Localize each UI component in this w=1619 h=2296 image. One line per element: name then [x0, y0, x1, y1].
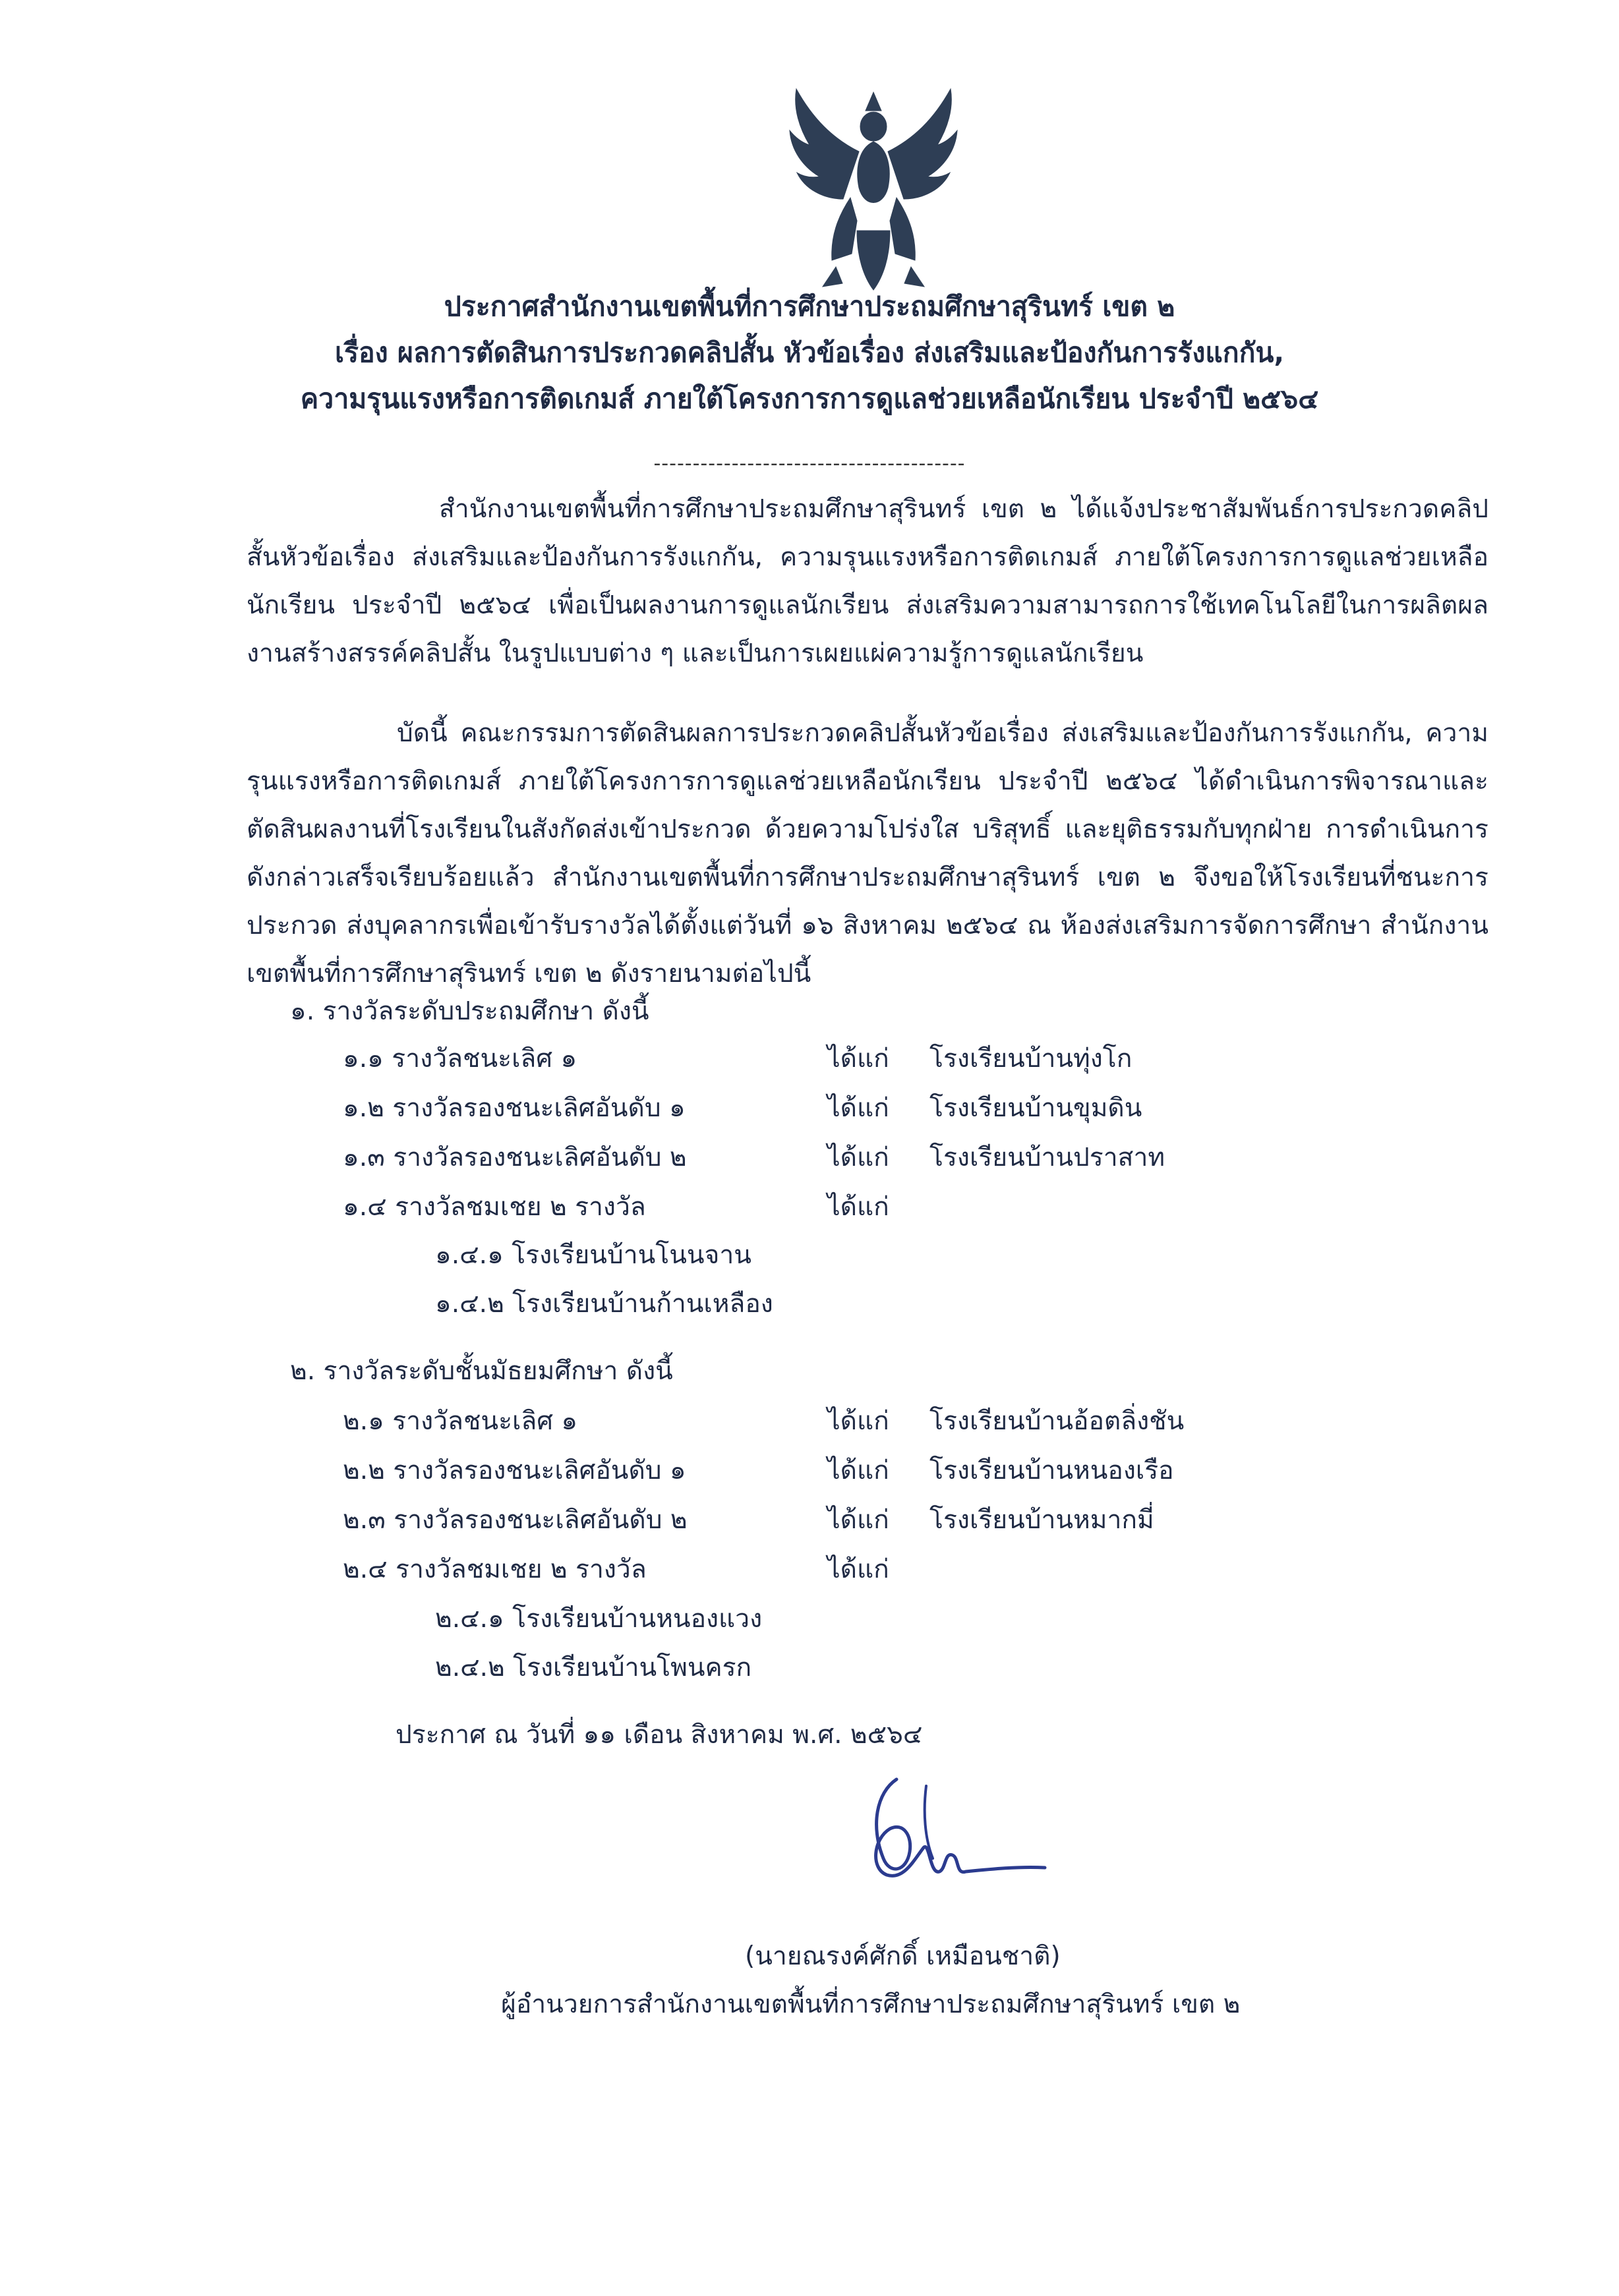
document-subject-continued: ความรุนแรงหรือการติดเกมส์ ภายใต้โครงการการดูแลช่วยเหลือนักเรียน ประจำปี ๒๕๖๔ [300, 383, 1319, 415]
award-label: ๑.๑ รางวัลชนะเลิศ ๑ [343, 1044, 577, 1074]
section-heading: ๒. รางวัลระดับชั้นมัธยมศึกษา ดังนี้ [290, 1356, 673, 1386]
document-title: ประกาศสำนักงานเขตพื้นที่การศึกษาประถมศึกษาสุรินทร์ เขต ๒ [444, 291, 1175, 322]
award-school: โรงเรียนบ้านหนองเรือ [929, 1456, 1174, 1485]
signatory-position: ผู้อำนวยการสำนักงานเขตพื้นที่การศึกษาประถมศึกษาสุรินทร์ เขต ๒ [501, 1990, 1241, 2019]
award-label: ๑.๓ รางวัลรองชนะเลิศอันดับ ๒ [343, 1143, 687, 1172]
garuda-emblem-icon [778, 79, 969, 297]
award-given-label: ได้แก่ [827, 1505, 889, 1535]
award-given-label: ได้แก่ [827, 1093, 889, 1123]
honorable-mention: ๒.๔.๒ โรงเรียนบ้านโพนครก [435, 1653, 752, 1682]
honorable-mention: ๒.๔.๑ โรงเรียนบ้านหนองแวง [435, 1604, 763, 1634]
award-given-label: ได้แก่ [827, 1192, 889, 1222]
section-heading: ๑. รางวัลระดับประถมศึกษา ดังนี้ [290, 996, 649, 1026]
award-label: ๒.๓ รางวัลรองชนะเลิศอันดับ ๒ [343, 1505, 688, 1535]
body-paragraph-1: สำนักงานเขตพื้นที่การศึกษาประถมศึกษาสุรินทร์ เขต ๒ ได้แจ้งประชาสัมพันธ์การประกวดคลิปสั้นหัวข้อเรื่อง ส่งเสริมและป้องกันการรังแกกัน, ความรุนแรงหรือการติดเกมส์ ภายใต้โครงการการดูแลช่วยเหลือนักเรียน ประจำปี ๒๕๖๔ เพื่อเป็นผลงานการดูแลนักเรียน ส่งเสริมความสามารถการใช้เทคโนโลยีในการผลิตผลงานสร้างสรรค์คลิปสั้น ในรูปแบบต่าง ๆ และเป็นการเผยแผ่ความรู้การดูแลนักเรียน [247, 494, 1488, 668]
award-given-label: ได้แก่ [827, 1044, 889, 1074]
award-school: โรงเรียนบ้านขุมดิน [929, 1093, 1142, 1123]
announcement-date: ประกาศ ณ วันที่ ๑๑ เดือน สิงหาคม พ.ศ. ๒๕๖๔ [396, 1720, 923, 1750]
award-given-label: ได้แก่ [827, 1456, 889, 1485]
award-given-label: ได้แก่ [827, 1406, 889, 1436]
award-label: ๒.๔ รางวัลชมเชย ๒ รางวัล [343, 1555, 647, 1584]
honorable-mention: ๑.๔.๑ โรงเรียนบ้านโนนจาน [435, 1240, 751, 1270]
award-school: โรงเรียนบ้านปราสาท [929, 1143, 1165, 1172]
honorable-mention: ๑.๔.๒ โรงเรียนบ้านก้านเหลือง [435, 1289, 773, 1319]
award-given-label: ได้แก่ [827, 1555, 889, 1584]
award-school: โรงเรียนบ้านอ้อตลิ่งชัน [929, 1406, 1185, 1436]
body-paragraph-2: บัดนี้ คณะกรรมการตัดสินผลการประกวดคลิปสั้นหัวข้อเรื่อง ส่งเสริมและป้องกันการรังแกกัน, ความรุนแรงหรือการติดเกมส์ ภายใต้โครงการการดูแลช่วยเหลือนักเรียน ประจำปี ๒๕๖๔ ได้ดำเนินการพิจารณาและตัดสินผลงานที่โรงเรียนในสังกัดส่งเข้าประกวด ด้วยความโปร่งใส บริสุทธิ์ และยุติธรรมกับทุกฝ่าย การดำเนินการดังกล่าวเสร็จเรียบร้อยแล้ว สำนักงานเขตพื้นที่การศึกษาประถมศึกษาสุรินทร์ เขต ๒ จึงขอให้โรงเรียนที่ชนะการประกวด ส่งบุคลากรเพื่อเข้ารับรางวัลได้ตั้งแต่วันที่ ๑๖ สิงหาคม ๒๕๖๔ ณ ห้องส่งเสริมการจัดการศึกษา สำนักงานเขตพื้นที่การศึกษาสุรินทร์ เขต ๒ ดังรายนามต่อไปนี้ [247, 718, 1488, 989]
award-school: โรงเรียนบ้านทุ่งโก [929, 1044, 1133, 1074]
award-label: ๒.๑ รางวัลชนะเลิศ ๑ [343, 1406, 578, 1436]
award-label: ๑.๒ รางวัลรองชนะเลิศอันดับ ๑ [343, 1093, 686, 1123]
award-school: โรงเรียนบ้านหมากมี่ [929, 1505, 1154, 1535]
title-divider: ---------------------------------------- [653, 452, 966, 475]
document-subject: เรื่อง ผลการตัดสินการประกวดคลิปสั้น หัวข้อเรื่อง ส่งเสริมและป้องกันการรังแกกัน, [334, 337, 1285, 368]
award-given-label: ได้แก่ [827, 1143, 889, 1172]
handwritten-signature [827, 1766, 1051, 1898]
signatory-name: (นายณรงค์ศักดิ์ เหมือนชาติ) [745, 1941, 1061, 1971]
award-label: ๑.๔ รางวัลชมเชย ๒ รางวัล [343, 1192, 646, 1222]
award-label: ๒.๒ รางวัลรองชนะเลิศอันดับ ๑ [343, 1456, 686, 1485]
